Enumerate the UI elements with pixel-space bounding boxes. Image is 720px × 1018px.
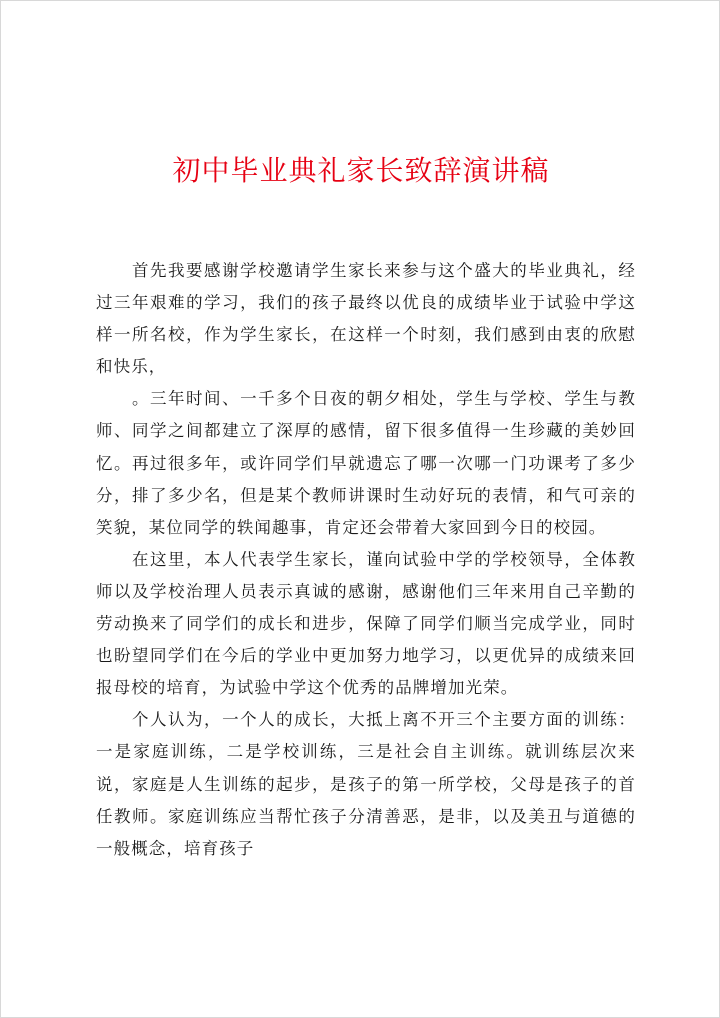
document-body	[96, 255, 636, 865]
paragraph-4: 个人认为，一个人的成长，大抵上离不开三个主要方面的训练：一是家庭训练，二是学校训练，三是社会自主训练。就训练层次来说，家庭是人生训练的起步，是孩子的第一所学校，父母是孩子的首任教师。家庭训练应当帮忙孩子分清善恶，是非，以及美丑与道德的一般概念，培育孩子	[96, 710, 636, 858]
paragraph-2: 。三年时间、一千多个日夜的朝夕相处，学生与学校、学生与教师、同学之间都建立了深厚的感情，留下很多值得一生珍藏的美妙回忆。再过很多年，或许同学们早就遗忘了哪一次哪一门功课考了多少分，排了多少名，但是某个教师讲课时生动好玩的表情，和气可亲的笑貌，某位同学的轶闻趣事，肯定还会带着大家回到今日的校园。	[96, 389, 636, 537]
paragraph-3: 在这里，本人代表学生家长，谨向试验中学的学校领导，全体教师以及学校治理人员表示真诚的感谢，感谢他们三年来用自己辛勤的劳动换来了同学们的成长和进步，保障了同学们顺当完成学业，同时也盼望同学们在今后的学业中更加努力地学习，以更优异的成绩来回报母校的培育，为试验中学这个优秀的品牌增加光荣。	[96, 549, 636, 698]
paragraph-1: 首先我要感谢学校邀请学生家长来参与这个盛大的毕业典礼，经过三年艰难的学习，我们的孩子最终以优良的成绩毕业于试验中学这样一所名校，作为学生家长，在这样一个时刻，我们感到由衷的欣慰和快乐，	[96, 261, 636, 377]
document-title: 初中毕业典礼家长致辞演讲稿	[172, 154, 550, 187]
